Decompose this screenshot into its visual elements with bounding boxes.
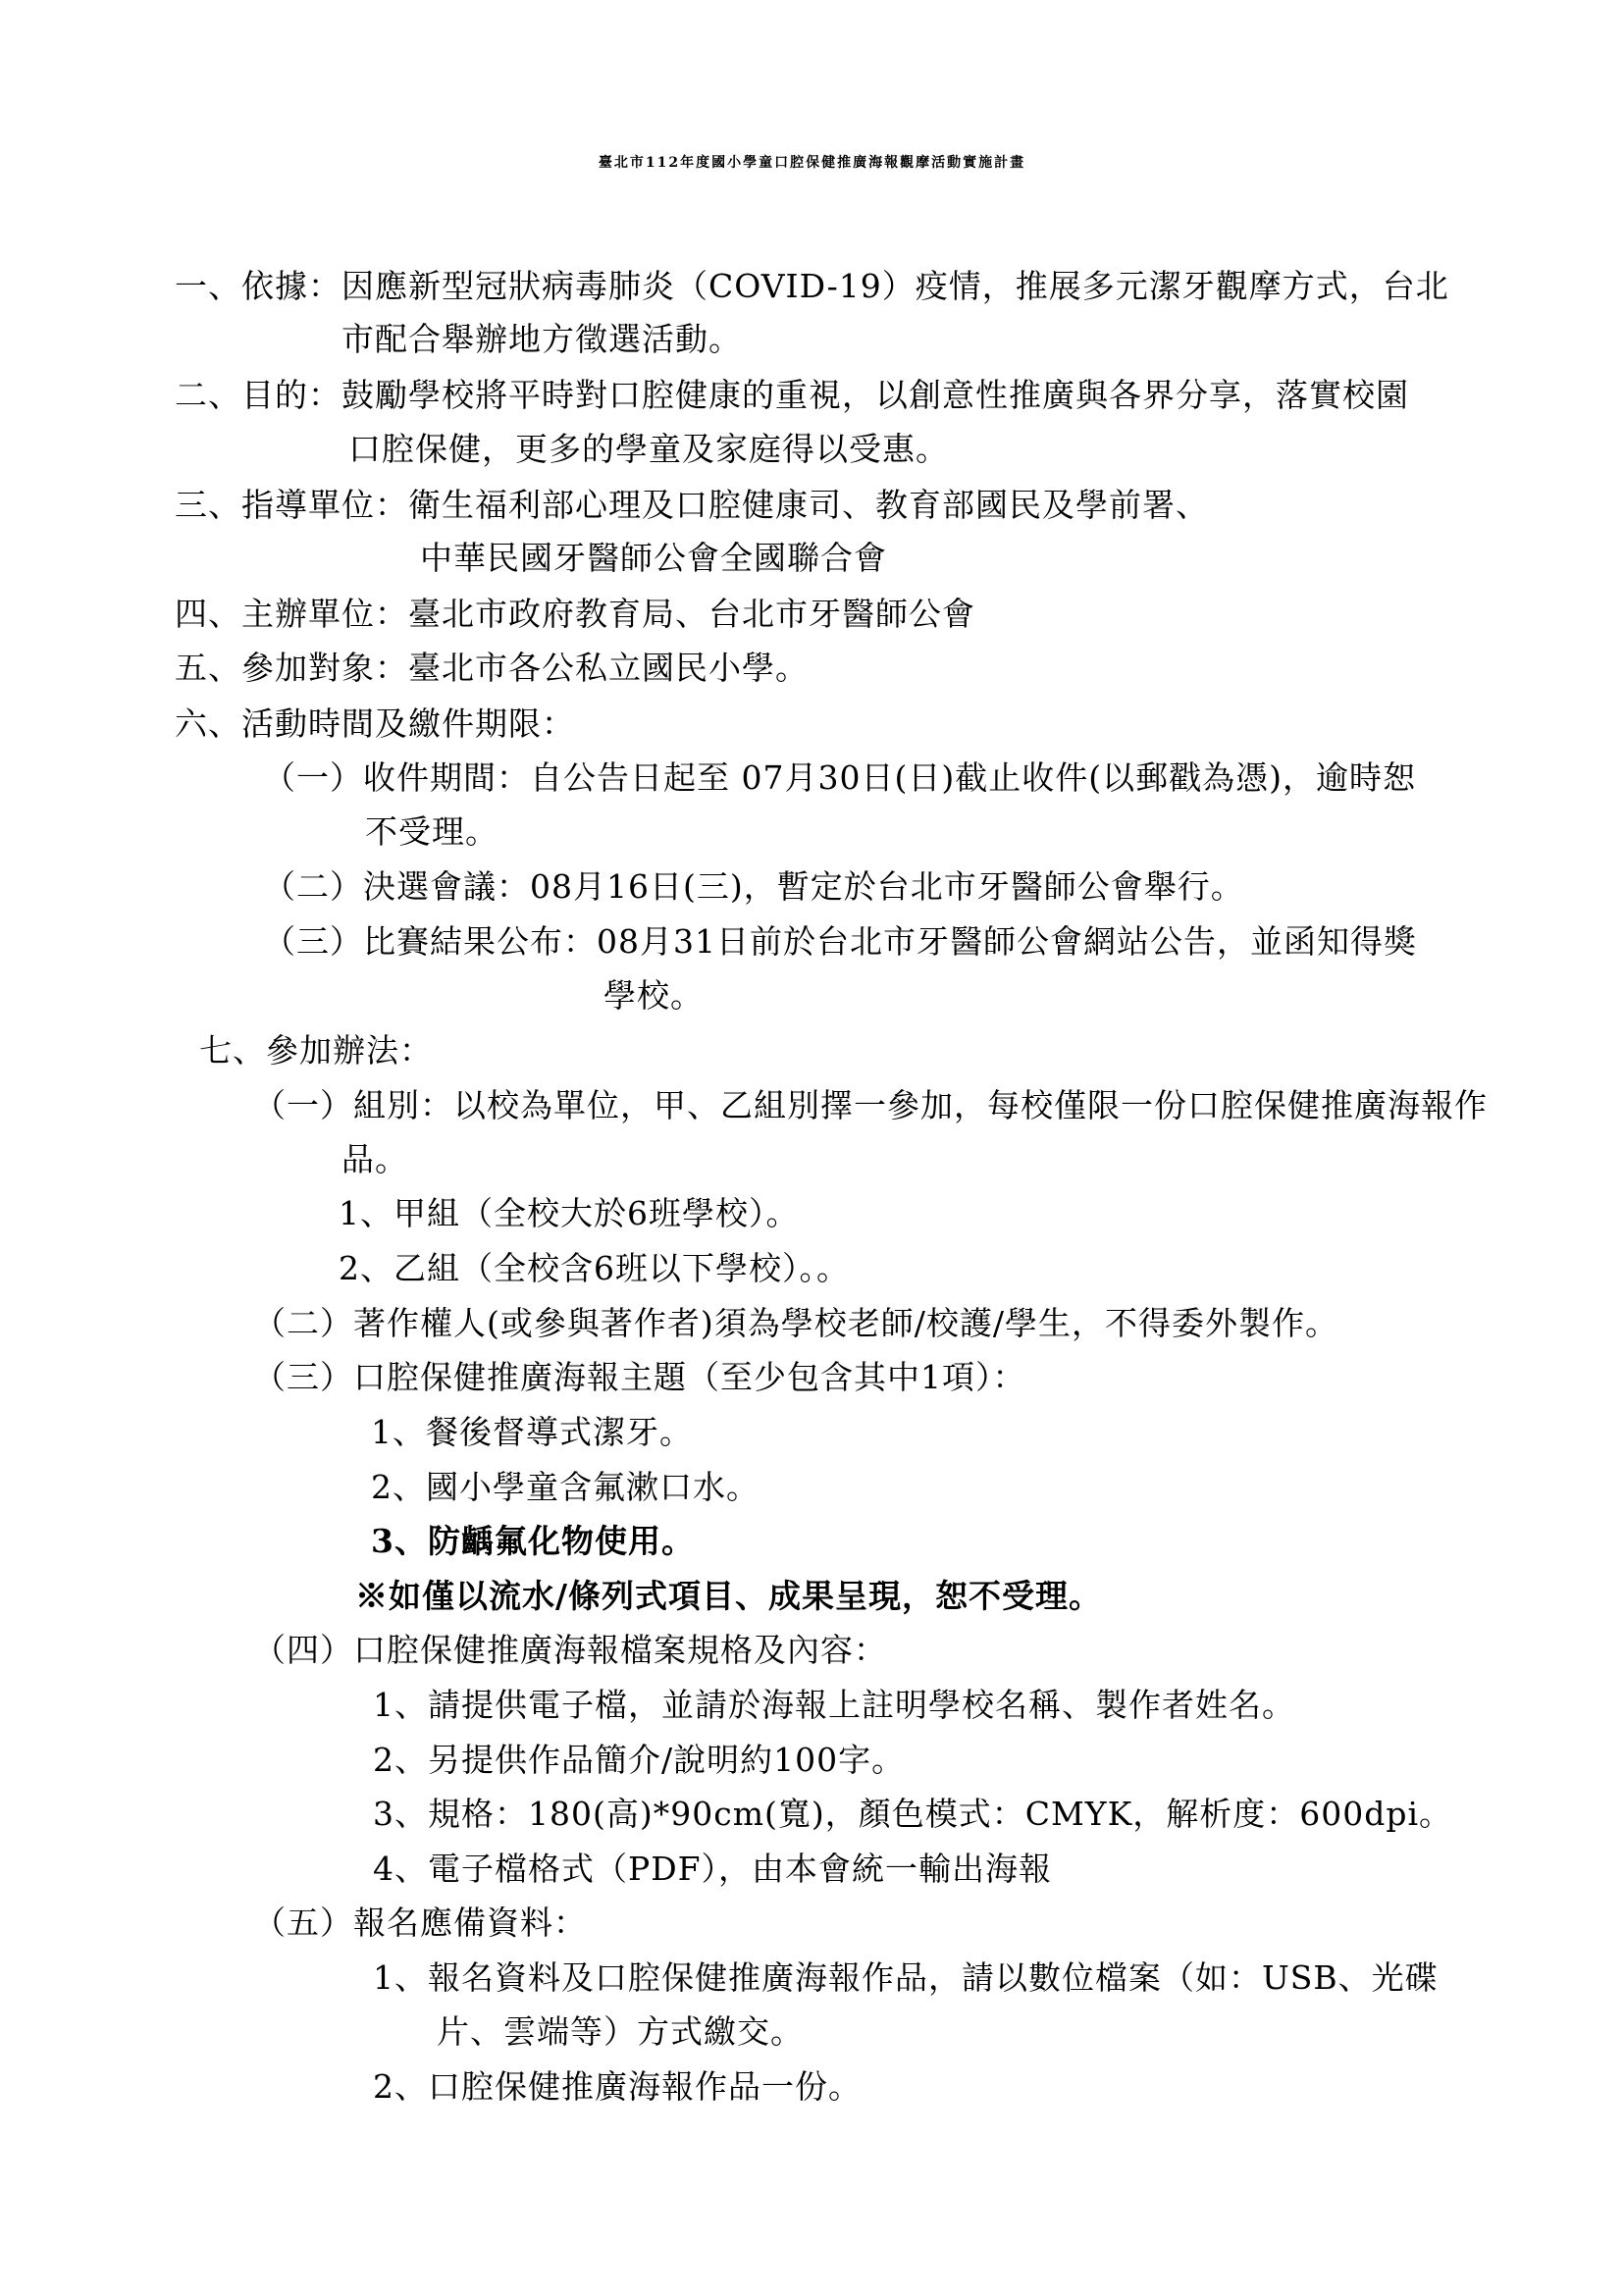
- spec-item-2: 2、另提供作品簡介/說明約100字。: [373, 1741, 906, 1779]
- purpose-line-2: 口腔保健，更多的學童及家庭得以受惠。: [348, 430, 949, 468]
- method-item-1-line-1: （一）組別：以校為單位，甲、乙組別擇一參加，每校僅限一份口腔保健推廣海報作: [253, 1086, 1488, 1124]
- schedule-item-1-line-1: （一）收件期間：自公告日起至 07月30日(日)截止收件(以郵戳為憑)，逾時恕: [263, 758, 1416, 797]
- registration-item-1-line-2: 片、雲端等）方式繳交。: [437, 2012, 804, 2051]
- method-heading: 七、參加辦法：: [199, 1031, 433, 1069]
- purpose-line-1: 二、目的：鼓勵學校將平時對口腔健康的重視，以創意性推廣與各界分享，落實校園: [175, 376, 1409, 414]
- basis-line-1: 一、依據：因應新型冠狀病毒肺炎（COVID-19）疫情，推展多元潔牙觀摩方式，台北: [175, 267, 1449, 305]
- theme-item-1: 1、餐後督導式潔牙。: [371, 1413, 693, 1451]
- basis-line-2: 市配合舉辦地方徵選活動。: [341, 320, 742, 358]
- method-item-5-heading: （五）報名應備資料：: [253, 1904, 587, 1942]
- notice-line: ※如僅以流水/條列式項目、成果呈現，恕不受理。: [355, 1577, 1103, 1615]
- spec-item-4: 4、電子檔格式（PDF），由本會統一輸出海報: [373, 1850, 1053, 1888]
- schedule-item-1-line-2: 不受理。: [365, 812, 498, 851]
- method-item-3-heading: （三）口腔保健推廣海報主題（至少包含其中1項）：: [253, 1358, 1026, 1396]
- spec-item-3: 3、規格：180(高)*90cm(寬)，顏色模式：CMYK，解析度：600dpi。: [373, 1795, 1453, 1833]
- method-item-4-heading: （四）口腔保健推廣海報檔案規格及內容：: [253, 1631, 887, 1669]
- method-item-1-line-2: 品。: [341, 1140, 408, 1178]
- registration-item-1-line-1: 1、報名資料及口腔保健推廣海報作品，請以數位檔案（如：USB、光碟: [373, 1958, 1439, 1997]
- guidance-line-2: 中華民國牙醫師公會全國聯合會: [420, 539, 887, 577]
- group-b-line: 2、乙組（全校含6班以下學校）。。: [339, 1249, 850, 1287]
- participants-line: 五、參加對象：臺北市各公私立國民小學。: [175, 649, 809, 687]
- organizer-line: 四、主辦單位：臺北市政府教育局、台北市牙醫師公會: [175, 595, 975, 633]
- theme-item-3: 3、防齲氟化物使用。: [371, 1522, 695, 1560]
- schedule-heading: 六、活動時間及繳件期限：: [175, 704, 575, 743]
- spec-item-1: 1、請提供電子檔，並請於海報上註明學校名稱、製作者姓名。: [373, 1686, 1295, 1724]
- schedule-item-3-line-1: （三）比賽結果公布：08月31日前於台北市牙醫師公會網站公告，並函知得獎: [263, 922, 1417, 961]
- schedule-item-3-line-2: 學校。: [603, 976, 704, 1015]
- registration-item-2: 2、口腔保健推廣海報作品一份。: [373, 2067, 862, 2106]
- schedule-item-2: （二）決選會議：08月16日(三)，暫定於台北市牙醫師公會舉行。: [263, 867, 1244, 906]
- document-title: 臺北市112年度國小學童口腔保健推廣海報觀摩活動實施計畫: [598, 155, 1026, 171]
- theme-item-2: 2、國小學童含氟漱口水。: [371, 1468, 760, 1506]
- guidance-line-1: 三、指導單位：衛生福利部心理及口腔健康司、教育部國民及學前署、: [175, 486, 1209, 524]
- group-a-line: 1、甲組（全校大於6班學校）。: [339, 1194, 800, 1232]
- method-item-2: （二）著作權人(或參與著作者)須為學校老師/校護/學生，不得委外製作。: [253, 1304, 1338, 1342]
